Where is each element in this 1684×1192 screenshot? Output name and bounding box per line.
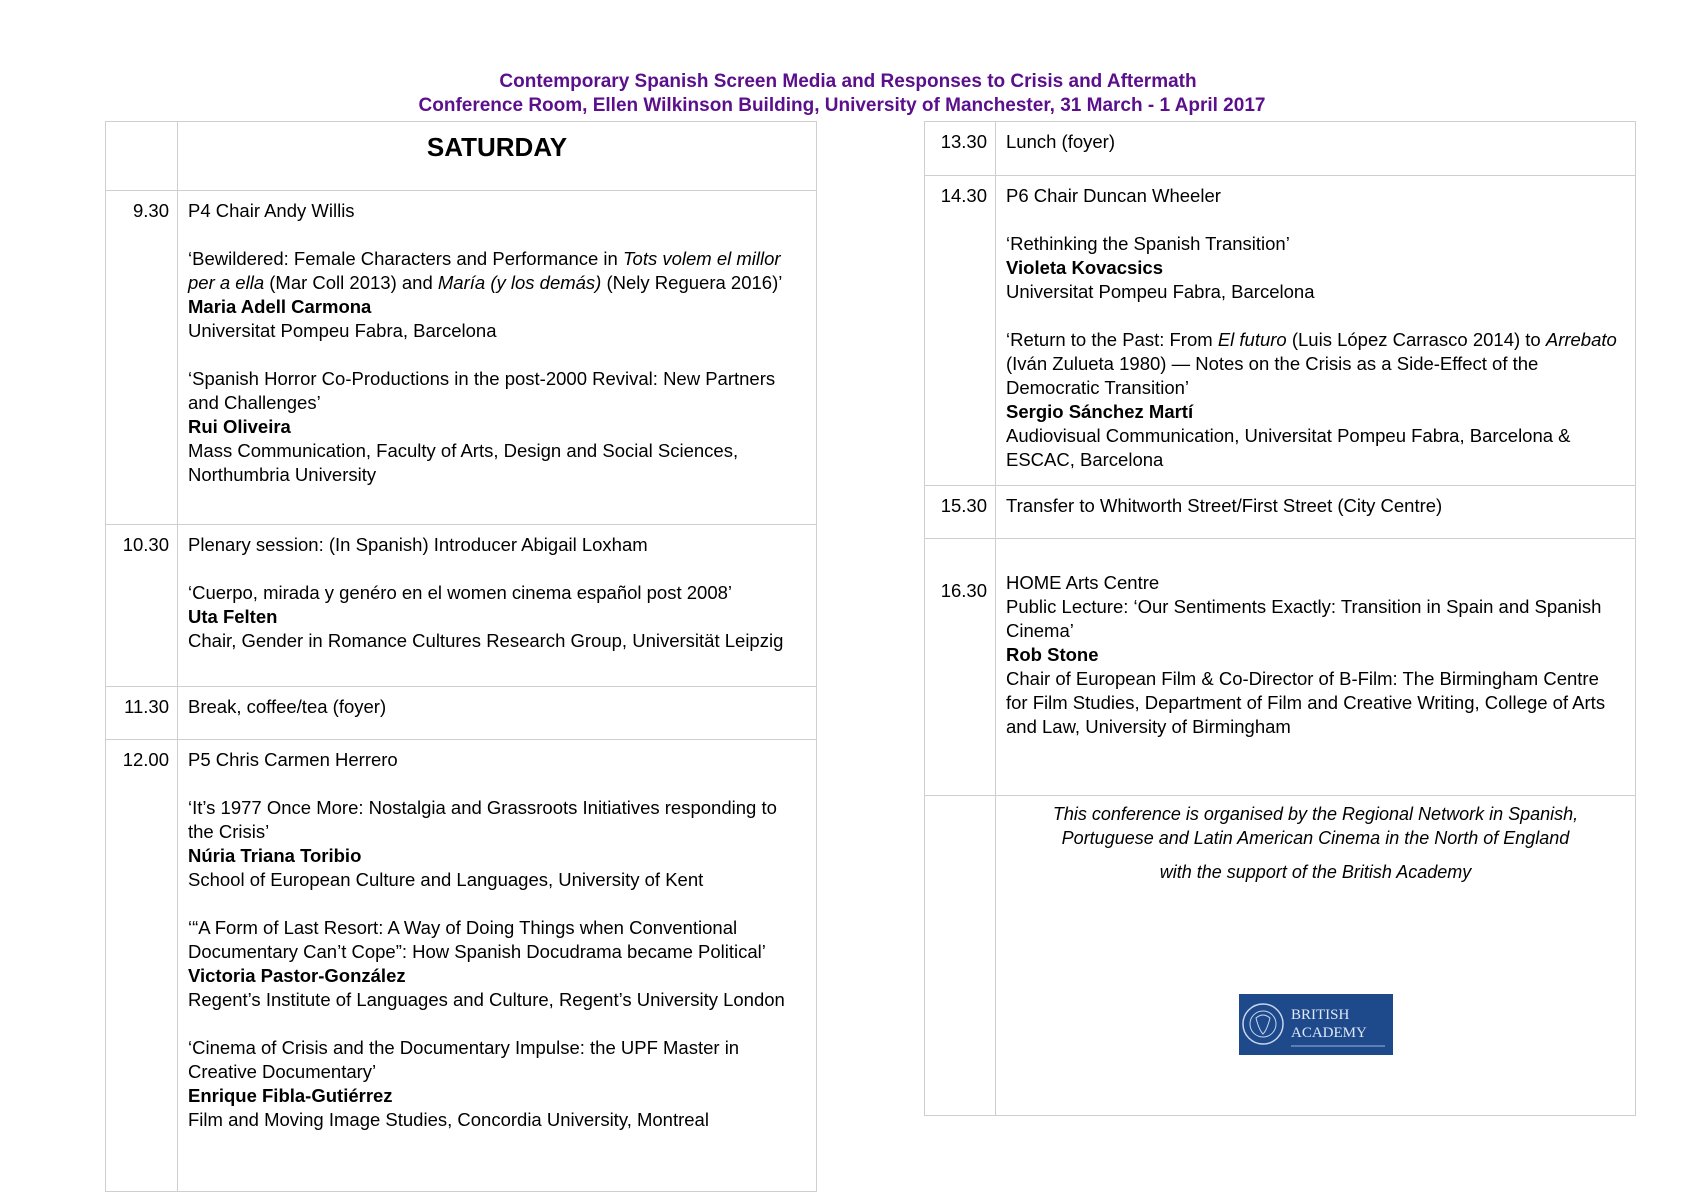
table-row <box>925 122 1636 176</box>
speaker-name: Enrique Fibla-Gutiérrez <box>188 1085 393 1106</box>
speaker-affiliation: Film and Moving Image Studies, Concordia University, Montreal <box>188 1109 709 1130</box>
table-row <box>925 176 1636 486</box>
speaker-affiliation: School of European Culture and Languages, University of Kent <box>188 869 704 890</box>
conference-title: Contemporary Spanish Screen Media and Responses to Crisis and Aftermath <box>499 71 1197 92</box>
time-cell: 13.30 <box>925 122 996 176</box>
time-cell: 16.30 <box>925 539 996 796</box>
session-cell <box>178 191 817 525</box>
speaker-name: Uta Felten <box>188 606 278 627</box>
lecture-title: Public Lecture: ‘Our Sentiments Exactly: Transition in Spain and Spanish Cinema’ <box>1006 596 1602 641</box>
time-cell: 9.30 <box>106 191 178 525</box>
paper-title: ‘Return to the Past: From El futuro (Luis López Carrasco 2014) to Arrebato (Iván Zulueta 1980) — Notes on the Crisis as a Side-Effect of the Democratic Transition’ <box>1006 329 1617 398</box>
day-heading: SATURDAY <box>178 122 817 191</box>
session-cell <box>996 486 1636 539</box>
paper-title: ‘Rethinking the Spanish Transition’ <box>1006 233 1290 254</box>
paper-title: ‘Bewildered: Female Characters and Performance in Tots volem el millor per a ella (Mar Coll 2013) and María (y los demás) (Nely Reguera 2016)’ <box>188 248 783 293</box>
support-note: with the support of the British Academy <box>1159 862 1472 882</box>
table-row <box>106 122 817 191</box>
paper-title: ‘It’s 1977 Once More: Nostalgia and Grassroots Initiatives responding to the Crisis’ <box>188 797 777 842</box>
venue-name: HOME Arts Centre <box>1006 572 1160 593</box>
speaker-name: Rob Stone <box>1006 644 1099 665</box>
table-row <box>106 687 817 740</box>
time-cell: 10.30 <box>106 525 178 687</box>
empty-time-cell <box>925 796 996 1116</box>
speaker-name: Maria Adell Carmona <box>188 296 372 317</box>
session-title: Plenary session: (In Spanish) Introducer Abigail Loxham <box>188 534 648 555</box>
speaker-affiliation: Universitat Pompeu Fabra, Barcelona <box>188 320 497 341</box>
session-title: Break, coffee/tea (foyer) <box>188 696 387 717</box>
speaker-name: Violeta Kovacsics <box>1006 257 1163 278</box>
speaker-affiliation: Chair of European Film & Co-Director of B-Film: The Birmingham Centre for Film Studies, Department of Film and Creative Writing, College of Arts and Law, University of Birmingham <box>1006 668 1606 737</box>
table-row <box>106 191 817 525</box>
speaker-name: Rui Oliveira <box>188 416 291 437</box>
table-row <box>925 796 1636 1116</box>
table-row <box>925 539 1636 796</box>
organiser-note: This conference is organised by the Regional Network in Spanish, Portuguese and Latin American Cinema in the North of England <box>1052 804 1579 848</box>
british-academy-logo <box>1239 994 1393 1055</box>
logo-text: ACADEMY <box>1290 1025 1367 1041</box>
session-cell <box>178 740 817 1192</box>
acknowledgement-cell <box>996 796 1636 1116</box>
session-title: Lunch (foyer) <box>1006 131 1115 152</box>
speaker-name: Núria Triana Toribio <box>188 845 362 866</box>
paper-title: ‘Cuerpo, mirada y genéro en el women cinema español post 2008’ <box>188 582 733 603</box>
speaker-name: Victoria Pastor-González <box>188 965 406 986</box>
session-title: P4 Chair Andy Willis <box>188 200 355 221</box>
time-cell: 14.30 <box>925 176 996 486</box>
time-cell: 15.30 <box>925 486 996 539</box>
session-title: Transfer to Whitworth Street/First Street (City Centre) <box>1006 495 1443 516</box>
table-row <box>106 525 817 687</box>
saturday-schedule-right <box>924 121 1636 1116</box>
session-cell <box>996 122 1636 176</box>
logo-text: BRITISH <box>1290 1007 1349 1023</box>
speaker-affiliation: Chair, Gender in Romance Cultures Research Group, Universität Leipzig <box>188 630 784 651</box>
conference-venue-date: Conference Room, Ellen Wilkinson Building, University of Manchester, 31 March - 1 April 2017 <box>418 95 1266 116</box>
paper-title: ‘Cinema of Crisis and the Documentary Impulse: the UPF Master in Creative Documentary’ <box>188 1037 740 1082</box>
saturday-schedule-left <box>105 121 817 1192</box>
session-title: P6 Chair Duncan Wheeler <box>1006 185 1221 206</box>
time-cell: 12.00 <box>106 740 178 1192</box>
session-cell <box>178 687 817 740</box>
document-header <box>0 70 1684 118</box>
session-cell <box>996 176 1636 486</box>
speaker-name: Sergio Sánchez Martí <box>1006 401 1194 422</box>
speaker-affiliation: Regent’s Institute of Languages and Culture, Regent’s University London <box>188 989 785 1010</box>
speaker-affiliation: Universitat Pompeu Fabra, Barcelona <box>1006 281 1315 302</box>
speaker-affiliation: Audiovisual Communication, Universitat Pompeu Fabra, Barcelona & ESCAC, Barcelona <box>1006 425 1571 470</box>
empty-time-cell <box>106 122 178 191</box>
session-cell <box>178 525 817 687</box>
session-cell <box>996 539 1636 796</box>
time-cell: 11.30 <box>106 687 178 740</box>
speaker-affiliation: Mass Communication, Faculty of Arts, Design and Social Sciences, Northumbria University <box>188 440 739 485</box>
session-title: P5 Chris Carmen Herrero <box>188 749 398 770</box>
paper-title: ‘“A Form of Last Resort: A Way of Doing Things when Conventional Documentary Can’t Cope”: How Spanish Docudrama became Political’ <box>188 917 766 962</box>
paper-title: ‘Spanish Horror Co-Productions in the post-2000 Revival: New Partners and Challenges’ <box>188 368 776 413</box>
table-row <box>925 486 1636 539</box>
table-row <box>106 740 817 1192</box>
